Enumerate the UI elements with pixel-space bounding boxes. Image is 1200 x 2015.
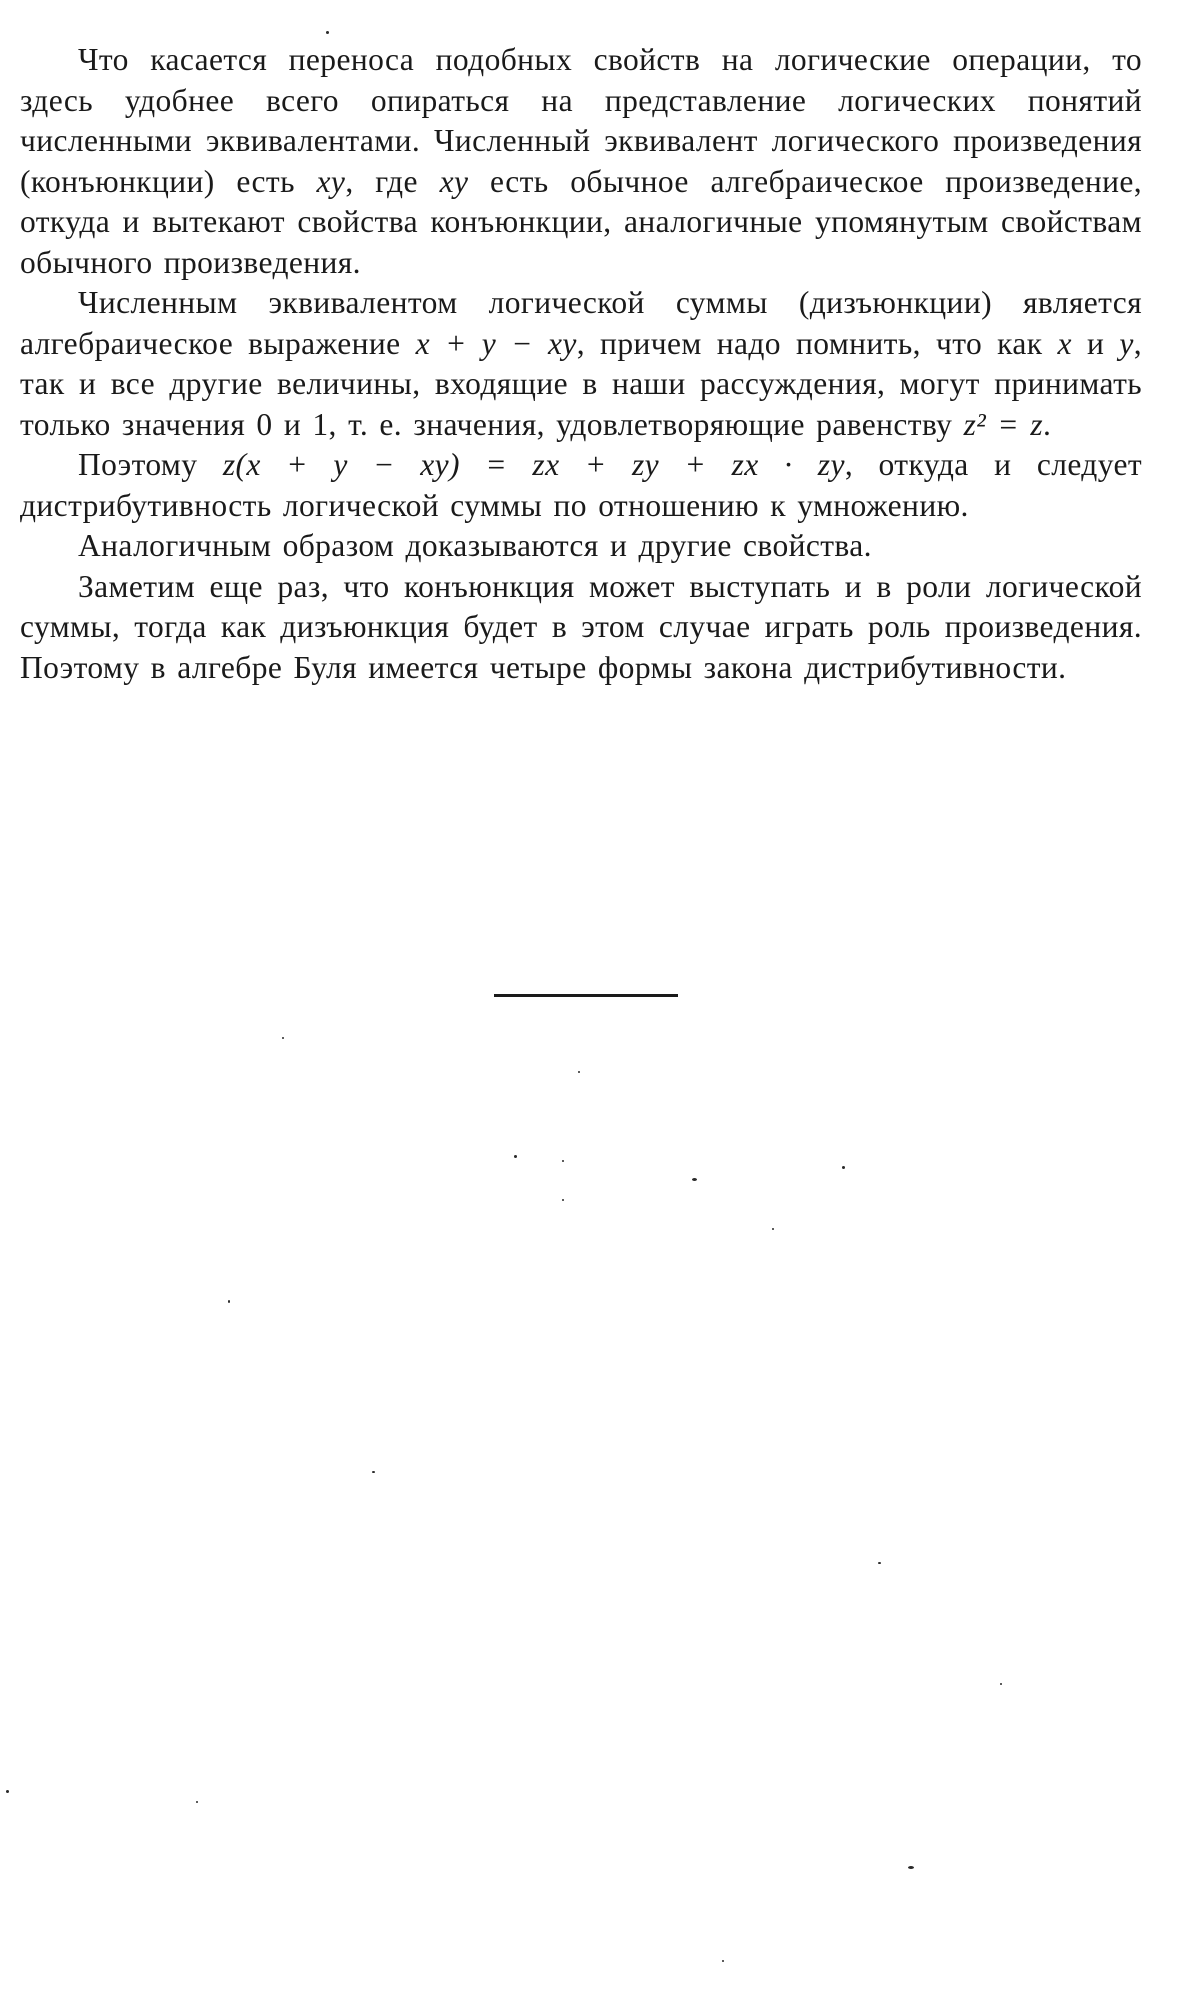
scan-speck xyxy=(562,1199,564,1201)
scan-speck xyxy=(196,1801,198,1803)
scan-speck xyxy=(514,1155,517,1158)
paragraph-2 xyxy=(20,283,1142,445)
paragraph-1 xyxy=(20,40,1142,283)
text-segment: Поэтому xyxy=(78,447,223,482)
math-xy: xy xyxy=(316,163,346,199)
text-segment: . xyxy=(1042,406,1052,442)
text-segment: Что касается переноса подобных свойств на логические операции, то здесь удобнее всего опираться на представление логических понятий численными эквивалентами. Численный эквивалент логического произведения (конъюнкции) есть xyxy=(20,42,1142,199)
text-segment: и xyxy=(1071,325,1120,361)
math-y: y xyxy=(1119,325,1134,361)
scan-speck xyxy=(1000,1683,1002,1685)
scan-speck xyxy=(562,1160,564,1162)
text-segment: , так и все другие величины, входящие в наши рассуждения, могут принимать только значения 0 и 1, т. е. значения, удовлетворяющие равенству xyxy=(20,325,1142,442)
text-segment: , где xyxy=(345,163,440,199)
scan-speck xyxy=(772,1228,774,1230)
scan-speck xyxy=(578,1071,580,1073)
scan-speck xyxy=(692,1178,697,1181)
text-segment: Аналогичным образом доказываются и другие свойства. xyxy=(78,528,872,563)
scan-speck xyxy=(722,1960,724,1962)
text-segment: , причем надо помнить, что как xyxy=(576,325,1058,361)
scan-speck xyxy=(908,1866,914,1869)
text-segment: есть обычное алгебраическое произведение, откуда и вытекают свойства конъюнкции, аналогичные упомянутым свойствам обычного произведения. xyxy=(20,163,1142,280)
text-segment: Численным эквивалентом логической суммы (дизъюнкции) является алгебраическое выражение xyxy=(20,285,1142,361)
text-segment: , откуда и следует дистрибутивность логической суммы по отношению к умножению. xyxy=(20,447,1142,523)
paragraph-5 xyxy=(20,567,1142,689)
scan-speck xyxy=(372,1471,375,1473)
scan-speck xyxy=(6,1790,9,1793)
page-text xyxy=(20,40,1142,688)
math-idempotence: z² = z xyxy=(963,406,1043,442)
math-xy: xy xyxy=(439,163,469,199)
scan-speck xyxy=(326,31,329,34)
text-segment: Заметим еще раз, что конъюнкция может выступать и в роли логической суммы, тогда как дизъюнкция будет в этом случае играть роль произведения. Поэтому в алгебре Буля имеется четыре формы закона дистрибутивности. xyxy=(20,568,1142,685)
math-disjunction: x + y − xy xyxy=(415,325,577,361)
scan-speck xyxy=(228,1300,230,1303)
section-end-rule xyxy=(494,994,678,997)
math-x: x xyxy=(1057,325,1072,361)
scan-speck xyxy=(282,1037,284,1039)
scan-speck xyxy=(842,1166,845,1169)
math-distributivity: z(x + y − xy) = zx + zy + zx · zy xyxy=(222,447,845,482)
paragraph-4 xyxy=(20,526,1142,567)
scan-speck xyxy=(878,1562,881,1564)
paragraph-3 xyxy=(20,445,1142,526)
